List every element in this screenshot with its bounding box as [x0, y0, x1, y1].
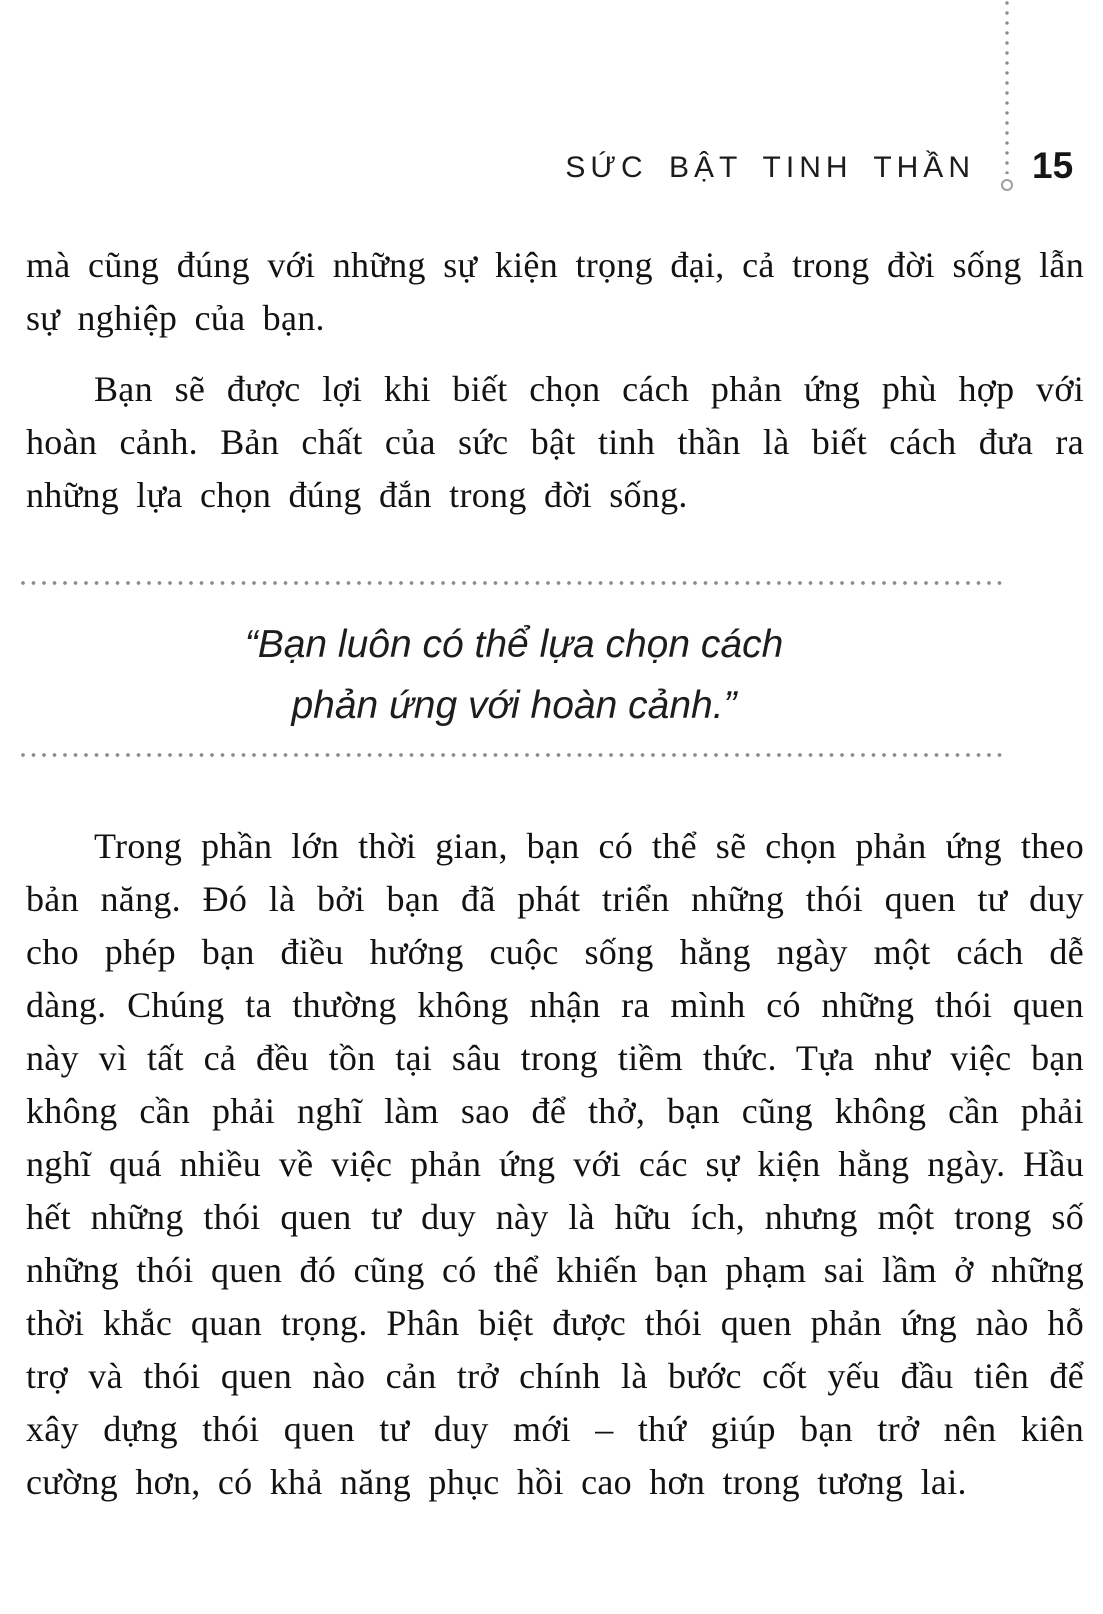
quote-separator-bottom [20, 752, 1008, 758]
pull-quote-line-2: phản ứng với hoàn cảnh.” [291, 684, 737, 727]
header-vertical-dotted-rule [1004, 0, 1010, 174]
page-number: 15 [1032, 145, 1074, 186]
pull-quote-line-1: “Bạn luôn có thể lựa chọn cách [244, 623, 784, 666]
body-paragraph-1: mà cũng đúng với những sự kiện trọng đại, cả trong đời sống lẫn sự nghiệp của bạn. [26, 245, 1084, 338]
running-header-title: SỨC BẬT TINH THẦN [565, 151, 975, 184]
pull-quote-section [20, 580, 1008, 758]
body-paragraph-3: Trong phần lớn thời gian, bạn có thể sẽ chọn phản ứng theo bản năng. Đó là bởi bạn đã phát triển những thói quen tư duy cho phép bạn điều hướng cuộc sống hằng ngày một cách dễ dàng. Chúng ta thường không nhận ra mình có những thói quen này vì tất cả đều tồn tại sâu trong tiềm thức. Tựa như việc bạn không cần phải nghĩ làm sao để thở, bạn cũng không cần phải nghĩ quá nhiều về việc phản ứng với các sự kiện hằng ngày. Hầu hết những thói quen tư duy này là hữu ích, nhưng một trong số những thói quen đó cũng có thể khiến bạn phạm sai lầm ở những thời khắc quan trọng. Phân biệt được thói quen phản ứng nào hỗ trợ và thói quen nào cản trở chính là bước cốt yếu đầu tiên để xây dựng thói quen tư duy mới – thứ giúp bạn trở nên kiên cường hơn, có khả năng phục hồi cao hơn trong tương lai. [26, 826, 1084, 1502]
body-paragraph-2: Bạn sẽ được lợi khi biết chọn cách phản ứng phù hợp với hoàn cảnh. Bản chất của sức bật tinh thần là biết cách đưa ra những lựa chọn đúng đắn trong đời sống. [26, 369, 1084, 515]
pull-quote [20, 586, 1008, 752]
page-body [26, 239, 1084, 1509]
dotted-rule-end-ring [1001, 179, 1013, 191]
